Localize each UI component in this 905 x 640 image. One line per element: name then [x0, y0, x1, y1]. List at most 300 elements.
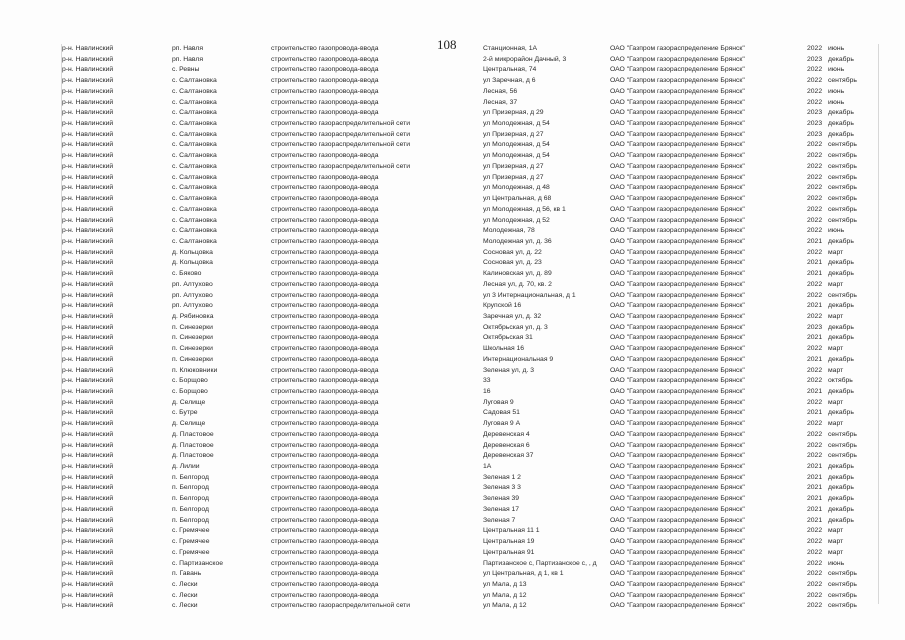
address-cell: Зеленая 1 2	[483, 473, 521, 481]
organization-cell: ОАО "Газпром газораспределение Брянск"	[610, 441, 745, 449]
locality-cell: с. Салтановка	[172, 227, 217, 235]
year-cell: 2021	[807, 505, 823, 513]
address-cell: Центральная 19	[483, 538, 535, 546]
district-cell: р-н. Навлинский	[62, 430, 114, 438]
year-cell: 2021	[807, 516, 823, 524]
table-row	[0, 483, 905, 494]
district-cell: р-н. Навлинский	[62, 227, 114, 235]
organization-cell: ОАО "Газпром газораспределение Брянск"	[610, 355, 745, 363]
organization-cell: ОАО "Газпром газораспределение Брянск"	[610, 130, 745, 138]
district-cell: р-н. Навлинский	[62, 495, 114, 503]
address-cell: ул Молодежная, д 54	[483, 141, 550, 149]
district-cell: р-н. Навлинский	[62, 270, 114, 278]
locality-cell: с. Салтановка	[172, 98, 217, 106]
year-cell: 2021	[807, 473, 823, 481]
organization-cell: ОАО "Газпром газораспределение Брянск"	[610, 602, 745, 610]
organization-cell: ОАО "Газпром газораспределение Брянск"	[610, 291, 745, 299]
organization-cell: ОАО "Газпром газораспределение Брянск"	[610, 377, 745, 385]
address-cell: Луговая 9 А	[483, 420, 521, 428]
table-row	[0, 376, 905, 387]
organization-cell: ОАО "Газпром газораспределение Брянск"	[610, 184, 745, 192]
address-cell: ул Призерная, д 27	[483, 130, 544, 138]
work-type-cell: строительство газопровода-ввода	[271, 388, 379, 395]
locality-cell: с. Салтановка	[172, 195, 217, 203]
table-row	[0, 119, 905, 130]
table-row	[0, 601, 905, 612]
address-cell: Лесная, 37	[483, 98, 518, 106]
address-cell: ул Молодежная, д 48	[483, 184, 550, 192]
month-cell: март	[828, 345, 844, 353]
month-cell: июнь	[828, 98, 845, 106]
table-row	[0, 216, 905, 227]
table-row	[0, 173, 905, 184]
locality-cell: с. Бутре	[172, 409, 198, 417]
month-cell: октябрь	[828, 377, 853, 385]
address-cell: ул Молодежная, д 56, кв 1	[483, 205, 566, 213]
locality-cell: с. Салтановка	[172, 205, 217, 213]
work-type-cell: строительство газопровода-ввода	[271, 173, 379, 181]
district-cell: р-н. Навлинский	[62, 55, 114, 63]
table-row	[0, 387, 905, 398]
organization-cell: ОАО "Газпром газораспределение Брянск"	[610, 452, 745, 460]
district-cell: р-н. Навлинский	[62, 345, 114, 353]
district-cell: р-н. Навлинский	[62, 516, 114, 524]
locality-cell: с. Ревны	[172, 66, 200, 74]
district-cell: р-н. Навлинский	[62, 184, 114, 192]
address-cell: Зеленая 3 3	[483, 484, 521, 492]
month-cell: сентябрь	[828, 205, 857, 213]
table-row	[0, 494, 905, 505]
address-cell: Сосновая ул, д. 22	[483, 248, 542, 256]
locality-cell: п. Белгород	[172, 473, 209, 481]
locality-cell: рп. Навля	[172, 45, 204, 52]
year-cell: 2022	[807, 184, 823, 192]
month-cell: сентябрь	[828, 580, 857, 588]
district-cell: р-н. Навлинский	[62, 559, 114, 567]
district-cell: р-н. Навлинский	[62, 366, 114, 374]
organization-cell: ОАО "Газпром газораспределение Брянск"	[610, 55, 745, 63]
year-cell: 2022	[807, 141, 823, 149]
year-cell: 2023	[807, 55, 823, 63]
month-cell: сентябрь	[828, 216, 857, 224]
district-cell: р-н. Навлинский	[62, 205, 114, 213]
address-cell: ул Мала, д 12	[483, 602, 527, 610]
organization-cell: ОАО "Газпром газораспределение Брянск"	[610, 366, 745, 374]
table-row	[0, 462, 905, 473]
district-cell: р-н. Навлинский	[62, 602, 114, 610]
locality-cell: с. Гремячее	[172, 527, 210, 535]
address-cell: Зеленая ул, д. 3	[483, 366, 535, 374]
organization-cell: ОАО "Газпром газораспределение Брянск"	[610, 398, 745, 406]
work-type-cell: строительство газопровода-ввода	[271, 430, 379, 438]
month-cell: декабрь	[828, 484, 854, 492]
district-cell: р-н. Навлинский	[62, 291, 114, 299]
district-cell: р-н. Навлинский	[62, 334, 114, 342]
month-cell: июнь	[828, 66, 845, 74]
table-row	[0, 591, 905, 602]
organization-cell: ОАО "Газпром газораспределение Брянск"	[610, 270, 745, 278]
month-cell: март	[828, 248, 844, 256]
year-cell: 2021	[807, 259, 823, 267]
locality-cell: с. Салтановка	[172, 237, 217, 245]
year-cell: 2022	[807, 248, 823, 256]
work-type-cell: строительство газопровода-ввода	[271, 227, 379, 235]
locality-cell: с. Лески	[172, 591, 198, 599]
month-cell: сентябрь	[828, 184, 857, 192]
locality-cell: с. Салтановка	[172, 130, 217, 138]
address-cell: Октябрьская ул, д. 3	[483, 323, 548, 331]
district-cell: р-н. Навлинский	[62, 312, 114, 320]
address-cell: ул Центральная, д 68	[483, 195, 552, 203]
locality-cell: д. Кольцовка	[172, 259, 213, 267]
year-cell: 2022	[807, 345, 823, 353]
organization-cell: ОАО "Газпром газораспределение Брянск"	[610, 152, 745, 160]
work-type-cell: строительство газопровода-ввода	[271, 195, 379, 203]
organization-cell: ОАО "Газпром газораспределение Брянск"	[610, 77, 745, 85]
organization-cell: ОАО "Газпром газораспределение Брянск"	[610, 312, 745, 320]
organization-cell: ОАО "Газпром газораспределение Брянск"	[610, 591, 745, 599]
work-type-cell: строительство газопровода-ввода	[271, 237, 379, 245]
locality-cell: д. Пластовое	[172, 441, 214, 449]
work-type-cell: строительство газопровода-ввода	[271, 452, 379, 460]
locality-cell: п. Гавань	[172, 570, 202, 578]
organization-cell: ОАО "Газпром газораспределение Брянск"	[610, 280, 745, 288]
year-cell: 2023	[807, 109, 823, 117]
organization-cell: ОАО "Газпром газораспределение Брянск"	[610, 409, 745, 417]
address-cell: Зеленая 7	[483, 516, 516, 524]
locality-cell: с. Салтановка	[172, 173, 217, 181]
month-cell: декабрь	[828, 302, 854, 310]
district-cell: р-н. Навлинский	[62, 109, 114, 117]
table-row	[0, 269, 905, 280]
month-cell: декабрь	[828, 495, 854, 503]
organization-cell: ОАО "Газпром газораспределение Брянск"	[610, 388, 745, 395]
address-cell: ул Призерная, д 29	[483, 109, 544, 117]
month-cell: март	[828, 312, 844, 320]
year-cell: 2022	[807, 152, 823, 160]
table-row	[0, 366, 905, 377]
year-cell: 2022	[807, 602, 823, 610]
year-cell: 2022	[807, 205, 823, 213]
locality-cell: с. Гремячее	[172, 548, 210, 556]
district-cell: р-н. Навлинский	[62, 355, 114, 363]
locality-cell: с. Салтановка	[172, 216, 217, 224]
district-cell: р-н. Навлинский	[62, 87, 114, 95]
table-row	[0, 130, 905, 141]
table-row	[0, 430, 905, 441]
month-cell: июнь	[828, 227, 845, 235]
locality-cell: с. Салтановка	[172, 152, 217, 160]
organization-cell: ОАО "Газпром газораспределение Брянск"	[610, 87, 745, 95]
locality-cell: п. Белгород	[172, 484, 209, 492]
locality-cell: п. Синезерки	[172, 334, 213, 342]
year-cell: 2022	[807, 66, 823, 74]
month-cell: март	[828, 527, 844, 535]
work-type-cell: строительство газопровода-ввода	[271, 216, 379, 224]
work-type-cell: строительство газопровода-ввода	[271, 473, 379, 481]
district-cell: р-н. Навлинский	[62, 152, 114, 160]
year-cell: 2021	[807, 355, 823, 363]
work-type-cell: строительство газопровода-ввода	[271, 580, 379, 588]
locality-cell: рп. Навля	[172, 55, 204, 63]
month-cell: сентябрь	[828, 602, 857, 610]
district-cell: р-н. Навлинский	[62, 302, 114, 310]
month-cell: декабрь	[828, 130, 854, 138]
locality-cell: д. Пластовое	[172, 452, 214, 460]
page-number: 108	[437, 37, 457, 52]
month-cell: сентябрь	[828, 441, 857, 449]
table-row	[0, 151, 905, 162]
locality-cell: с. Салтановка	[172, 120, 217, 128]
organization-cell: ОАО "Газпром газораспределение Брянск"	[610, 495, 745, 503]
organization-cell: ОАО "Газпром газораспределение Брянск"	[610, 559, 745, 567]
month-cell: сентябрь	[828, 291, 857, 299]
month-cell: декабрь	[828, 505, 854, 513]
organization-cell: ОАО "Газпром газораспределение Брянск"	[610, 259, 745, 267]
work-type-cell: строительство газопровода-ввода	[271, 366, 379, 374]
work-type-cell: строительство газопровода-ввода	[271, 484, 379, 492]
address-cell: Молодежная, 78	[483, 227, 535, 235]
month-cell: сентябрь	[828, 152, 857, 160]
table-row	[0, 505, 905, 516]
year-cell: 2021	[807, 484, 823, 492]
locality-cell: д. Селище	[172, 420, 206, 428]
organization-cell: ОАО "Газпром газораспределение Брянск"	[610, 463, 745, 471]
locality-cell: п. Синезерки	[172, 323, 213, 331]
year-cell: 2022	[807, 580, 823, 588]
district-cell: р-н. Навлинский	[62, 45, 114, 52]
year-cell: 2022	[807, 280, 823, 288]
district-cell: р-н. Навлинский	[62, 173, 114, 181]
year-cell: 2022	[807, 87, 823, 95]
month-cell: март	[828, 538, 844, 546]
work-type-cell: строительство газопровода-ввода	[271, 98, 379, 106]
locality-cell: с. Салтановка	[172, 109, 217, 117]
month-cell: декабрь	[828, 270, 854, 278]
address-cell: ул Молодежная, д 54	[483, 152, 550, 160]
organization-cell: ОАО "Газпром газораспределение Брянск"	[610, 109, 745, 117]
table-row	[0, 344, 905, 355]
year-cell: 2023	[807, 130, 823, 138]
month-cell: март	[828, 548, 844, 556]
district-cell: р-н. Навлинский	[62, 216, 114, 224]
year-cell: 2022	[807, 216, 823, 224]
year-cell: 2021	[807, 270, 823, 278]
table-row	[0, 194, 905, 205]
work-type-cell: строительство газопровода-ввода	[271, 527, 379, 535]
year-cell: 2022	[807, 377, 823, 385]
address-cell: Станционная, 1А	[483, 45, 538, 52]
organization-cell: ОАО "Газпром газораспределение Брянск"	[610, 334, 745, 342]
year-cell: 2022	[807, 452, 823, 460]
organization-cell: ОАО "Газпром газораспределение Брянск"	[610, 548, 745, 556]
district-cell: р-н. Навлинский	[62, 280, 114, 288]
year-cell: 2022	[807, 77, 823, 85]
work-type-cell: строительство газопровода-ввода	[271, 109, 379, 117]
month-cell: декабрь	[828, 55, 854, 63]
month-cell: декабрь	[828, 323, 854, 331]
organization-cell: ОАО "Газпром газораспределение Брянск"	[610, 538, 745, 546]
organization-cell: ОАО "Газпром газораспределение Брянск"	[610, 580, 745, 588]
district-cell: р-н. Навлинский	[62, 441, 114, 449]
organization-cell: ОАО "Газпром газораспределение Брянск"	[610, 516, 745, 524]
table-row	[0, 44, 905, 55]
district-cell: р-н. Навлинский	[62, 580, 114, 588]
table-row	[0, 559, 905, 570]
year-cell: 2022	[807, 527, 823, 535]
table-row	[0, 333, 905, 344]
work-type-cell: строительство газопровода-ввода	[271, 355, 379, 363]
district-cell: р-н. Навлинский	[62, 398, 114, 406]
address-cell: Школьная 16	[483, 345, 525, 353]
locality-cell: п. Белгород	[172, 495, 209, 503]
address-cell: Молодежная ул, д. 36	[483, 237, 552, 245]
address-cell: ул Заречная, д 6	[483, 77, 536, 85]
locality-cell: п. Клюковники	[172, 366, 218, 374]
address-cell: ул Молодежная, д 52	[483, 216, 550, 224]
month-cell: март	[828, 280, 844, 288]
district-cell: р-н. Навлинский	[62, 463, 114, 471]
year-cell: 2022	[807, 195, 823, 203]
year-cell: 2022	[807, 420, 823, 428]
district-cell: р-н. Навлинский	[62, 527, 114, 535]
work-type-cell: строительство газопровода-ввода	[271, 334, 379, 342]
table-row	[0, 76, 905, 87]
year-cell: 2021	[807, 334, 823, 342]
work-type-cell: строительство газопровода-ввода	[271, 270, 379, 278]
locality-cell: п. Белгород	[172, 505, 209, 513]
work-type-cell: строительство газопровода-ввода	[271, 463, 379, 471]
address-cell: Деревенская 37	[483, 452, 534, 460]
organization-cell: ОАО "Газпром газораспределение Брянск"	[610, 162, 745, 170]
organization-cell: ОАО "Газпром газораспределение Брянск"	[610, 227, 745, 235]
locality-cell: с. Салтановка	[172, 184, 217, 192]
work-type-cell: строительство газопровода-ввода	[271, 312, 379, 320]
work-type-cell: строительство газопровода-ввода	[271, 280, 379, 288]
table-row	[0, 569, 905, 580]
organization-cell: ОАО "Газпром газораспределение Брянск"	[610, 302, 745, 310]
address-cell: ул Мала, д 13	[483, 580, 527, 588]
locality-cell: п. Белгород	[172, 516, 209, 524]
work-type-cell: строительство газопровода-ввода	[271, 302, 379, 310]
year-cell: 2022	[807, 98, 823, 106]
organization-cell: ОАО "Газпром газораспределение Брянск"	[610, 216, 745, 224]
table-row	[0, 312, 905, 323]
year-cell: 2022	[807, 291, 823, 299]
work-type-cell: строительство газопровода-ввода	[271, 87, 379, 95]
address-cell: Центральная, 74	[483, 66, 537, 74]
year-cell: 2021	[807, 463, 823, 471]
locality-cell: с. Салтановка	[172, 77, 217, 85]
work-type-cell: строительство газораспределительной сети	[271, 162, 411, 170]
table-row	[0, 516, 905, 527]
locality-cell: д. Кольцовка	[172, 248, 213, 256]
month-cell: июнь	[828, 559, 845, 567]
organization-cell: ОАО "Газпром газораспределение Брянск"	[610, 473, 745, 481]
address-cell: Центральная 91	[483, 548, 535, 556]
table-row	[0, 140, 905, 151]
organization-cell: ОАО "Газпром газораспределение Брянск"	[610, 323, 745, 331]
table-row	[0, 408, 905, 419]
locality-cell: рп. Алтухово	[172, 291, 213, 299]
locality-cell: рп. Алтухово	[172, 302, 213, 310]
table-row	[0, 580, 905, 591]
address-cell: Лесная, 56	[483, 87, 518, 95]
district-cell: р-н. Навлинский	[62, 248, 114, 256]
table-row	[0, 55, 905, 66]
locality-cell: п. Синезерки	[172, 355, 213, 363]
month-cell: декабрь	[828, 355, 854, 363]
locality-cell: д. Селище	[172, 398, 206, 406]
address-cell: Интернациональная 9	[483, 355, 554, 363]
district-cell: р-н. Навлинский	[62, 377, 114, 385]
month-cell: сентябрь	[828, 195, 857, 203]
work-type-cell: строительство газопровода-ввода	[271, 398, 379, 406]
gasification-table	[0, 44, 905, 612]
month-cell: сентябрь	[828, 162, 857, 170]
month-cell: декабрь	[828, 463, 854, 471]
organization-cell: ОАО "Газпром газораспределение Брянск"	[610, 45, 745, 52]
table-row	[0, 205, 905, 216]
month-cell: июнь	[828, 87, 845, 95]
year-cell: 2022	[807, 538, 823, 546]
work-type-cell: строительство газопровода-ввода	[271, 548, 379, 556]
year-cell: 2022	[807, 366, 823, 374]
work-type-cell: строительство газопровода-ввода	[271, 184, 379, 192]
address-cell: Сосновая ул, д. 23	[483, 259, 542, 267]
work-type-cell: строительство газораспределительной сети	[271, 602, 411, 610]
month-cell: декабрь	[828, 109, 854, 117]
district-cell: р-н. Навлинский	[62, 120, 114, 128]
table-row	[0, 355, 905, 366]
address-cell: 2-й микрорайон Дачный, 3	[483, 55, 567, 63]
table-row	[0, 419, 905, 430]
table-row	[0, 323, 905, 334]
month-cell: сентябрь	[828, 591, 857, 599]
district-cell: р-н. Навлинский	[62, 505, 114, 513]
district-cell: р-н. Навлинский	[62, 409, 114, 417]
work-type-cell: строительство газопровода-ввода	[271, 152, 379, 160]
month-cell: сентябрь	[828, 77, 857, 85]
district-cell: р-н. Навлинский	[62, 452, 114, 460]
address-cell: Лесная ул, д. 70, кв. 2	[483, 280, 552, 288]
address-cell: Заречная ул, д. 32	[483, 312, 542, 320]
table-row	[0, 441, 905, 452]
month-cell: декабрь	[828, 237, 854, 245]
district-cell: р-н. Навлинский	[62, 259, 114, 267]
table-row	[0, 398, 905, 409]
year-cell: 2022	[807, 441, 823, 449]
organization-cell: ОАО "Газпром газораспределение Брянск"	[610, 120, 745, 128]
organization-cell: ОАО "Газпром газораспределение Брянск"	[610, 484, 745, 492]
district-cell: р-н. Навлинский	[62, 388, 114, 395]
locality-cell: с. Салтановка	[172, 87, 217, 95]
work-type-cell: строительство газопровода-ввода	[271, 441, 379, 449]
locality-cell: с. Лески	[172, 580, 198, 588]
table-row	[0, 280, 905, 291]
address-cell: ул Молодежная, д 54	[483, 120, 550, 128]
table-row	[0, 548, 905, 559]
district-cell: р-н. Навлинский	[62, 420, 114, 428]
year-cell: 2022	[807, 548, 823, 556]
district-cell: р-н. Навлинский	[62, 484, 114, 492]
table-row	[0, 108, 905, 119]
work-type-cell: строительство газопровода-ввода	[271, 409, 379, 417]
month-cell: сентябрь	[828, 430, 857, 438]
organization-cell: ОАО "Газпром газораспределение Брянск"	[610, 237, 745, 245]
district-cell: р-н. Навлинский	[62, 323, 114, 331]
year-cell: 2022	[807, 227, 823, 235]
